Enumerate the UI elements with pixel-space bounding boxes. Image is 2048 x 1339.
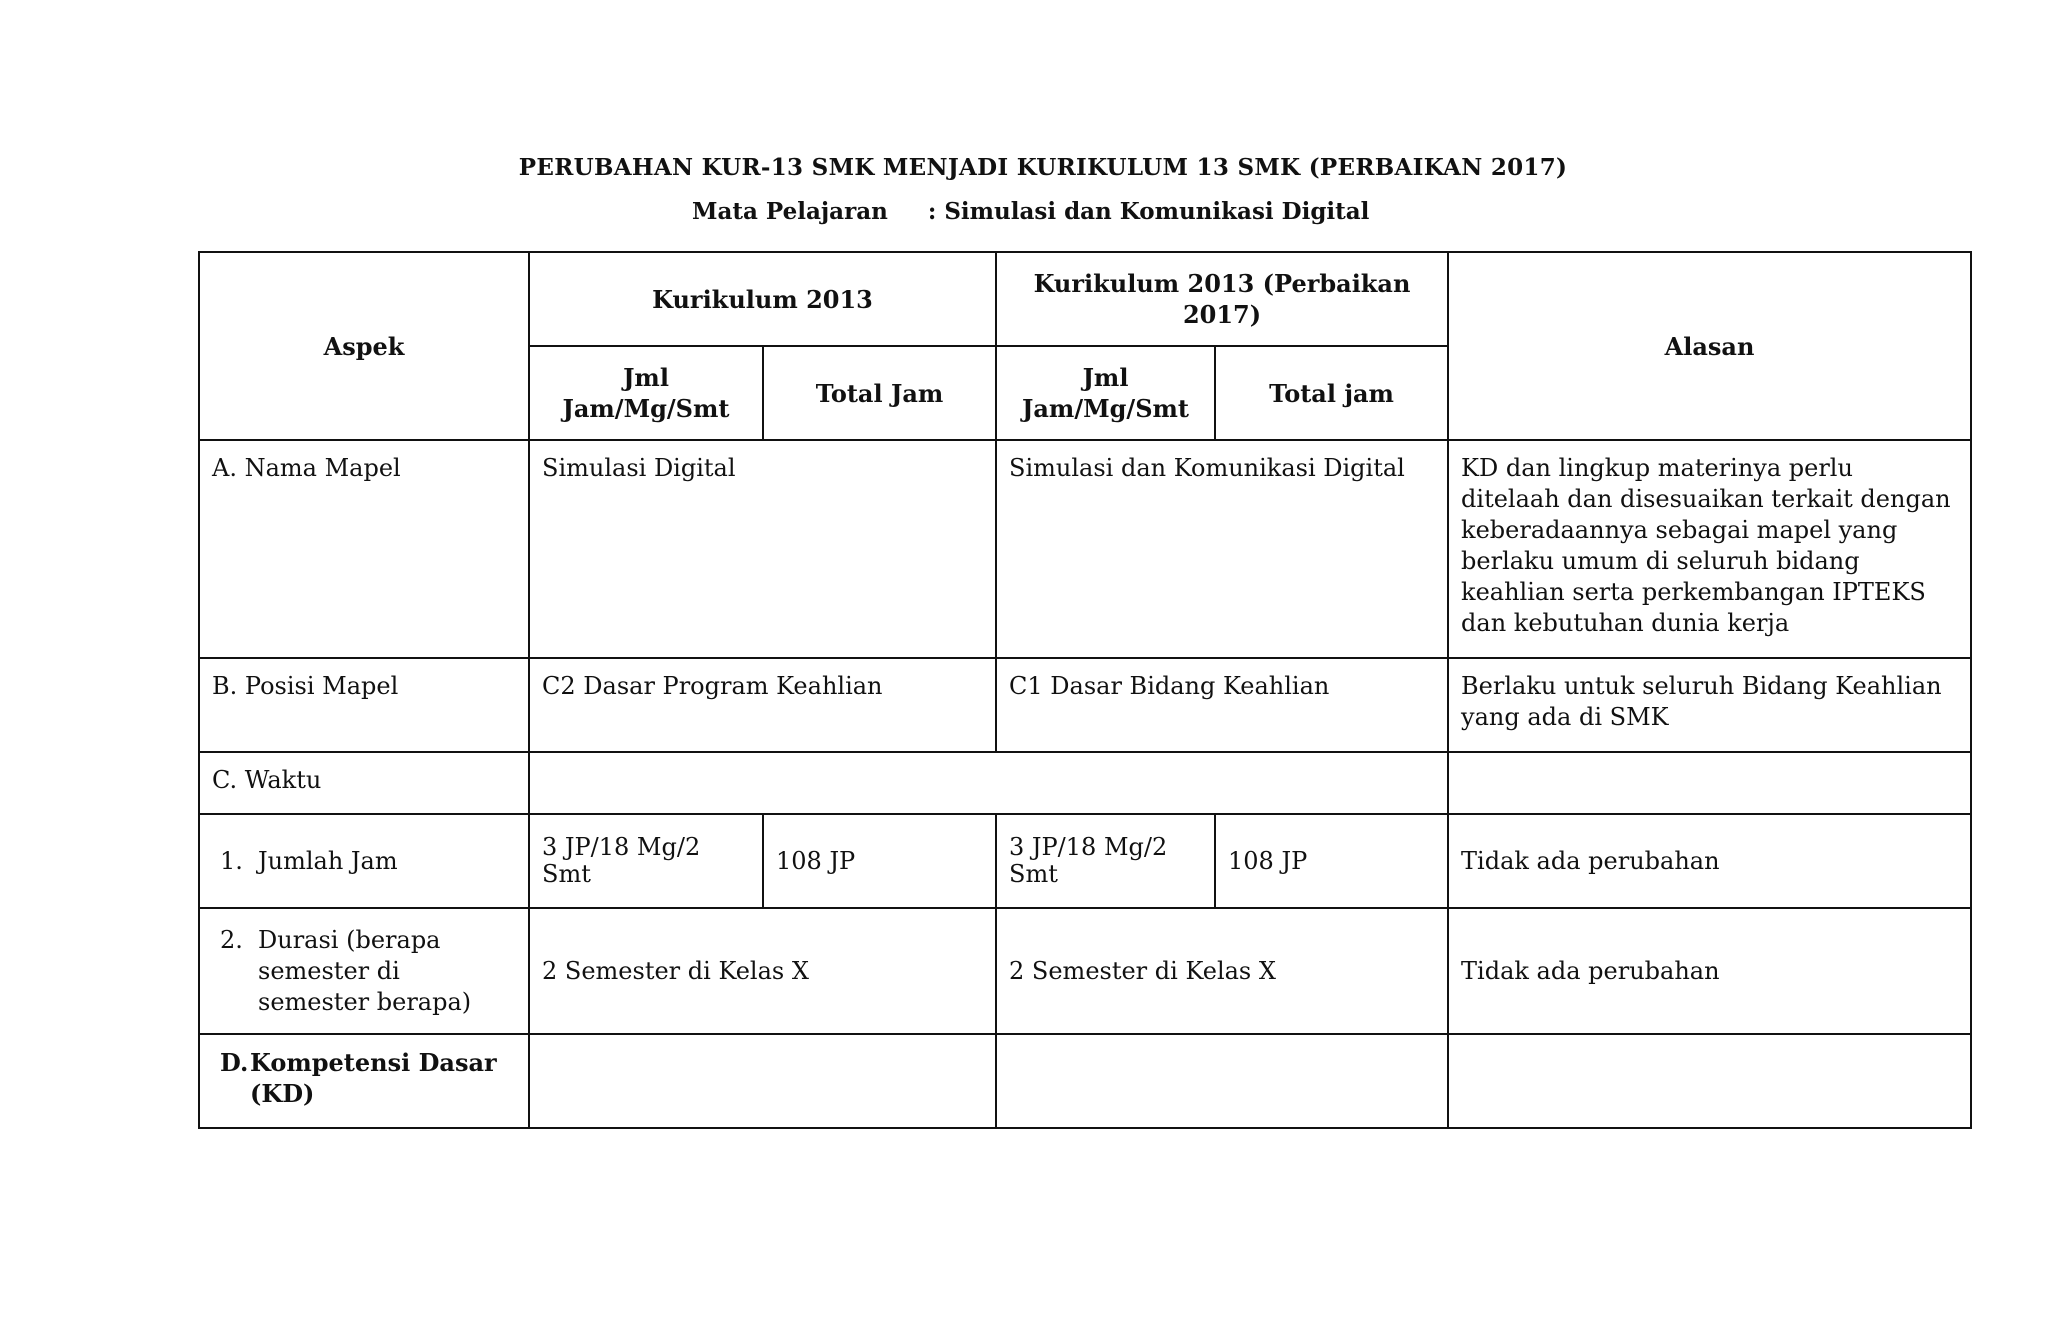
header-jml-jam-2017: Jml Jam/Mg/Smt (996, 346, 1215, 440)
item-number: 1. (220, 846, 243, 875)
table-row (199, 1034, 1971, 1128)
header-jml-jam-2013: Jml Jam/Mg/Smt (529, 346, 763, 440)
aspek-kompetensi-dasar (199, 1034, 529, 1128)
comparison-table (198, 251, 1972, 1129)
table-row (199, 658, 1971, 752)
kd-k17-empty-cell (996, 1034, 1448, 1128)
item-number: 2. (220, 925, 243, 954)
header-total-jam-2013: Total Jam (763, 346, 996, 440)
table-row (199, 440, 1971, 658)
kd-k13-empty-cell (529, 1034, 996, 1128)
alasan-jumlah-jam: Tidak ada perubahan (1448, 814, 1971, 908)
alasan-nama-mapel: KD dan lingkup materinya perlu ditelaah dan disesuaikan terkait dengan keberadaannya sebagai mapel yang berlaku umum di seluruh bidang keahlian serta perkembangan IPTEKS dan kebutuhan dunia kerja (1448, 440, 1971, 658)
document-title: PERUBAHAN KUR-13 SMK MENJADI KURIKULUM 13 SMK (PERBAIKAN 2017) (518, 154, 1568, 181)
item-number: D. (220, 1048, 249, 1077)
table-row (199, 752, 1971, 814)
k17-total-jam: 108 JP (1215, 814, 1448, 908)
waktu-empty-cell (529, 752, 1448, 814)
k13-jml-jam: 3 JP/18 Mg/2 Smt (529, 814, 763, 908)
waktu-alasan-empty-cell (1448, 752, 1971, 814)
header-aspek: Aspek (199, 252, 529, 440)
k13-nama-mapel: Simulasi Digital (529, 440, 996, 658)
item-label: Jumlah Jam (258, 846, 398, 875)
table-row (199, 814, 1971, 908)
header-alasan: Alasan (1448, 252, 1971, 440)
aspek-jumlah-jam (199, 814, 529, 908)
kd-alasan-empty-cell (1448, 1034, 1971, 1128)
k17-posisi-mapel: C1 Dasar Bidang Keahlian (996, 658, 1448, 752)
alasan-durasi: Tidak ada perubahan (1448, 908, 1971, 1034)
subject-label: Mata Pelajaran (692, 198, 888, 225)
aspek-durasi (199, 908, 529, 1034)
k13-durasi: 2 Semester di Kelas X (529, 908, 996, 1034)
header-kurikulum-2017: Kurikulum 2013 (Perbaikan 2017) (996, 252, 1448, 346)
header-total-jam-2017: Total jam (1215, 346, 1448, 440)
header-kurikulum-2013: Kurikulum 2013 (529, 252, 996, 346)
aspek-waktu: C. Waktu (199, 752, 529, 814)
table-row (199, 908, 1971, 1034)
subject-value: : Simulasi dan Komunikasi Digital (927, 198, 1370, 225)
k13-total-jam: 108 JP (763, 814, 996, 908)
k17-jml-jam: 3 JP/18 Mg/2 Smt (996, 814, 1215, 908)
k17-nama-mapel: Simulasi dan Komunikasi Digital (996, 440, 1448, 658)
aspek-nama-mapel: A. Nama Mapel (199, 440, 529, 658)
k17-durasi: 2 Semester di Kelas X (996, 908, 1448, 1034)
aspek-posisi-mapel: B. Posisi Mapel (199, 658, 529, 752)
item-label: Kompetensi Dasar (KD) (250, 1048, 497, 1108)
subject-line (692, 198, 1369, 225)
item-label: Durasi (berapa semester di semester berapa) (258, 925, 472, 1016)
k13-posisi-mapel: C2 Dasar Program Keahlian (529, 658, 996, 752)
alasan-posisi-mapel: Berlaku untuk seluruh Bidang Keahlian yang ada di SMK (1448, 658, 1971, 752)
